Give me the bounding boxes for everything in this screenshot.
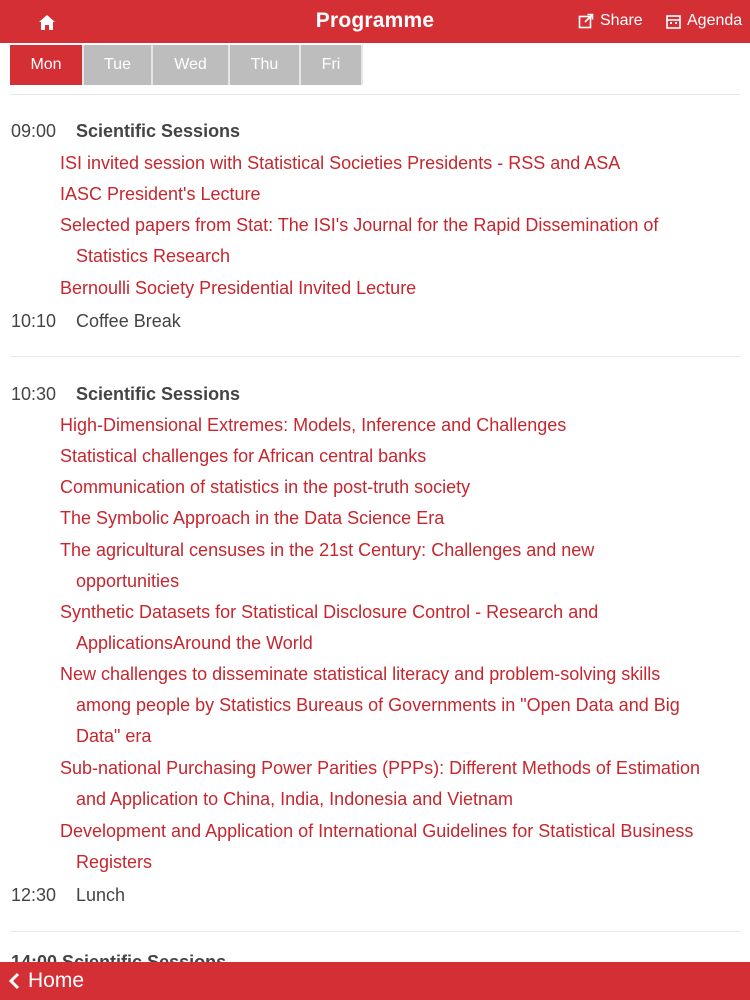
time-label: 10:10 <box>11 311 57 331</box>
time-label: 10:30 <box>11 384 57 404</box>
chevron-left-icon <box>8 972 20 990</box>
agenda-label: Agenda <box>687 12 743 29</box>
agenda-button[interactable] <box>666 12 742 30</box>
session-link[interactable]: Selected papers from Stat: The ISI's Journal for the Rapid Dissemination of Statistics Research <box>60 215 659 266</box>
share-label: Share <box>600 12 643 29</box>
day-tabs <box>10 45 363 85</box>
session-link[interactable]: New challenges to disseminate statistical literacy and problem-solving skills among people by Statistics Bureaus of Governments in "Open Data and Big Data" era <box>60 664 680 746</box>
back-label: Home <box>28 969 85 992</box>
divider <box>10 356 740 357</box>
page-title: Programme <box>315 9 435 32</box>
tab-fri[interactable]: Fri <box>301 45 363 85</box>
block-heading: Scientific Sessions <box>76 384 241 404</box>
session-link[interactable]: Statistical challenges for African central banks <box>60 446 427 466</box>
break-label: Lunch <box>76 885 126 905</box>
block-heading: Scientific Sessions <box>76 121 241 141</box>
session-link[interactable]: The Symbolic Approach in the Data Science Era <box>60 508 445 528</box>
bottom-bar <box>0 962 750 1000</box>
time-label: 12:30 <box>11 885 57 905</box>
break-label: Coffee Break <box>76 311 181 331</box>
time-label: 09:00 <box>11 121 57 141</box>
divider <box>10 94 740 95</box>
top-bar <box>0 0 750 43</box>
session-link[interactable]: Development and Application of International Guidelines for Statistical Business Registers <box>60 821 694 872</box>
session-link[interactable]: Bernoulli Society Presidential Invited Lecture <box>60 278 417 298</box>
session-link[interactable]: Synthetic Datasets for Statistical Disclosure Control - Research and ApplicationsAround the World <box>60 602 599 653</box>
tab-mon[interactable]: Mon <box>10 45 84 85</box>
divider <box>10 931 740 932</box>
share-button[interactable] <box>578 12 643 30</box>
tab-tue[interactable]: Tue <box>84 45 153 85</box>
session-link[interactable]: Sub-national Purchasing Power Parities (PPPs): Different Methods of Estimation and Application to China, India, Indonesia and Vietnam <box>60 758 700 809</box>
tab-thu[interactable]: Thu <box>230 45 301 85</box>
session-link[interactable]: IASC President's Lecture <box>60 184 261 204</box>
session-link[interactable]: Communication of statistics in the post-truth society <box>60 477 471 497</box>
calendar-icon <box>666 14 681 29</box>
session-link[interactable]: The agricultural censuses in the 21st Century: Challenges and new opportunities <box>60 540 595 591</box>
session-link[interactable]: High-Dimensional Extremes: Models, Inference and Challenges <box>60 415 567 435</box>
tab-wed[interactable]: Wed <box>153 45 230 85</box>
session-link[interactable]: ISI invited session with Statistical Societies Presidents - RSS and ASA <box>60 153 621 173</box>
share-icon <box>578 13 594 29</box>
back-home-button[interactable] <box>8 969 84 993</box>
